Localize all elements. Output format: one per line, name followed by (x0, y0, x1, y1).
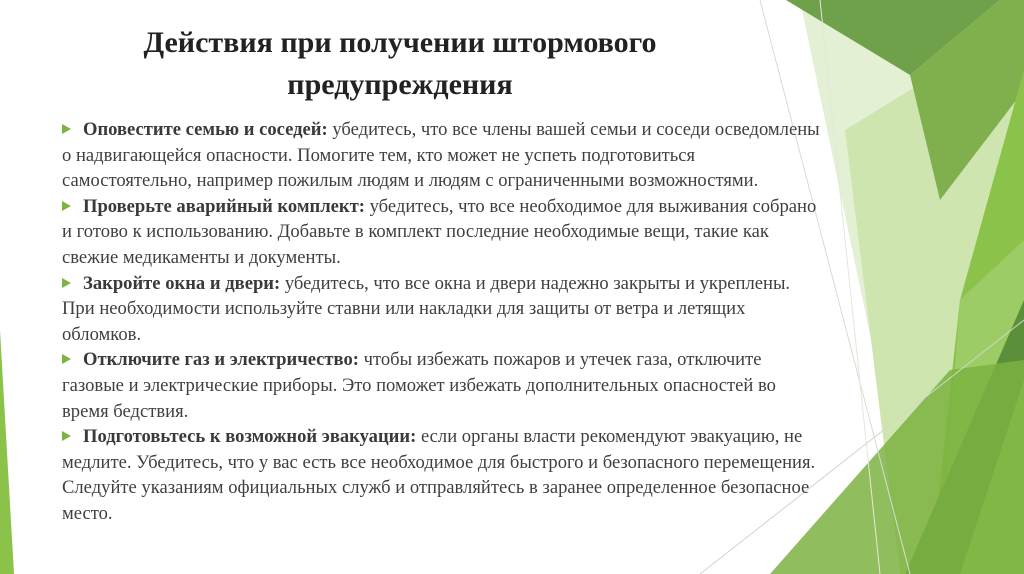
left-green-strip (0, 330, 14, 574)
triangle-bullet-icon (62, 431, 71, 441)
item-lead: Проверьте аварийный комплект: (83, 195, 365, 217)
item-lead: Оповестите семью и соседей: (83, 119, 328, 140)
triangle-bullet-icon (62, 354, 71, 364)
item-text: убедитесь, что все необходимое для выживания собрано и готово к использованию. Добавьте в комплект последние необходимые вещи, такие как свежие медикаменты и документы. (62, 195, 817, 268)
item-text: убедитесь, что все члены вашей семьи и соседи осведомлены о надвигающейся опасности. Помогите тем, кто может не успеть подготовиться самостоятельно, например пожилым людям и людям с ограниченными возможностями. (62, 119, 820, 192)
list-item (62, 194, 822, 271)
item-lead: Закройте окна и двери: (83, 272, 281, 294)
item-text: убедитесь, что все окна и двери надежно закрыты и укреплены. При необходимости используйте ставни или накладки для защиты от ветра и летящих обломков. (62, 272, 791, 345)
title-line-1: Действия при получении штормового (143, 26, 657, 59)
triangle-bullet-icon (62, 278, 71, 288)
slide-title (120, 22, 680, 106)
item-text: если органы власти рекомендуют эвакуацию, не медлите. Убедитесь, что у вас есть все необходимое для быстрого и безопасного перемещения. Следуйте указаниям официальных служб и отправляйтесь в заранее определенное безопасное место. (62, 426, 816, 524)
list-item (62, 271, 822, 348)
title-line-2: предупреждения (287, 68, 513, 101)
item-text: чтобы избежать пожаров и утечек газа, отключите газовые и электрические приборы. Это поможет избежать дополнительных опасностей во время бедствия. (62, 349, 776, 422)
bullet-list (62, 117, 822, 527)
triangle-bullet-icon (62, 201, 71, 211)
triangle-bullet-icon (62, 124, 71, 134)
list-item (62, 347, 822, 424)
list-item (62, 117, 822, 194)
item-lead: Подготовьтесь к возможной эвакуации: (83, 426, 417, 448)
list-item (62, 424, 822, 526)
item-lead: Отключите газ и электричество: (83, 349, 359, 371)
